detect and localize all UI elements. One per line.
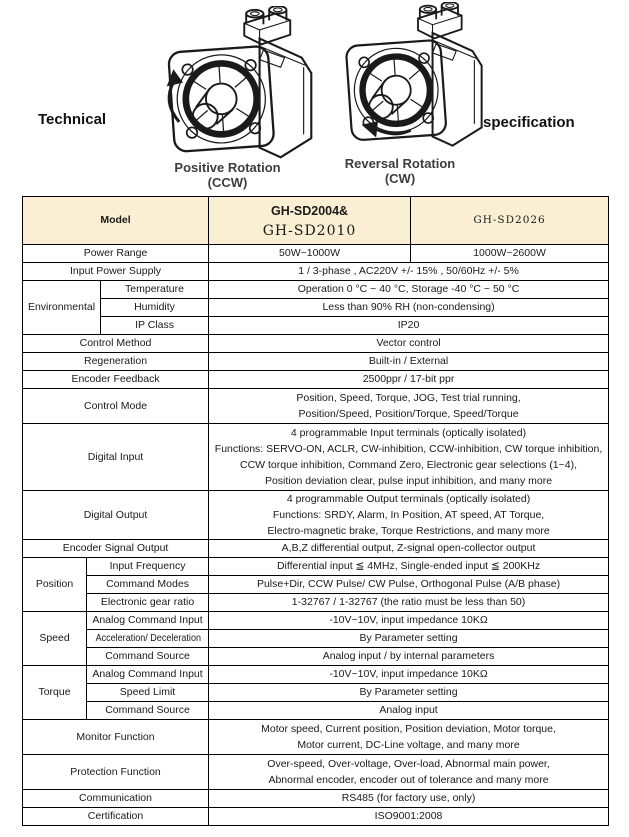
control-mode-value <box>209 389 609 424</box>
cell-line: Functions: SERVO-ON, ACLR, CW-inhibition, CCW-inhibition, CW torque inhibition, <box>214 443 603 455</box>
power-range-value-b: 1000W~2600W <box>411 245 609 263</box>
model-header-label: Model <box>23 197 209 245</box>
position-row-value: Pulse+Dir, CCW Pulse/ CW Pulse, Orthogonal Pulse (A/B phase) <box>209 576 609 594</box>
digital-input-value <box>209 424 609 491</box>
torque-row-label: Command Source <box>87 702 209 720</box>
cell-line: Abnormal encoder, encoder out of tolerance and many more <box>268 774 549 786</box>
cell-line: Position, Speed, Torque, JOG, Test trial running, <box>296 392 521 404</box>
caption-line: Reversal Rotation <box>344 156 456 171</box>
environmental-label: Environmental <box>23 281 101 335</box>
cell-line: Over-speed, Over-voltage, Over-load, Abnormal main power, <box>267 758 550 770</box>
position-group-label: Position <box>23 558 87 612</box>
encoder-feedback-label: Encoder Feedback <box>23 371 209 389</box>
protection-function-value <box>209 755 609 790</box>
power-range-value-a: 50W~1000W <box>209 245 411 263</box>
cell-line: 4 programmable Output terminals (optically isolated) <box>286 493 531 505</box>
position-row-label: Command Modes <box>87 576 209 594</box>
torque-group-label: Torque <box>23 666 87 720</box>
ip-class-value: IP20 <box>209 317 609 335</box>
speed-row-value: Analog input / by internal parameters <box>209 648 609 666</box>
control-method-label: Control Method <box>23 335 209 353</box>
motor-cw-illustration <box>338 2 488 152</box>
certification-label: Certification <box>23 808 209 826</box>
cell-line: Electro-magnetic brake, Torque Restrictions, and many more <box>267 525 550 537</box>
cell-line: Motor speed, Current position, Position deviation, Motor torque, <box>261 723 556 735</box>
speed-row-label: Analog Command Input <box>87 612 209 630</box>
power-range-label: Power Range <box>23 245 209 263</box>
speed-row-label: Acceleration/ Deceleration <box>87 630 209 648</box>
position-row-label: Electronic gear ratio <box>87 594 209 612</box>
encoder-signal-output-value: A,B,Z differential output, Z-signal open-collector output <box>209 540 609 558</box>
digital-input-label: Digital Input <box>23 424 209 491</box>
model-header-col-a <box>209 197 411 245</box>
monitor-function-value <box>209 720 609 755</box>
communication-label: Communication <box>23 790 209 808</box>
torque-row-value: By Parameter setting <box>209 684 609 702</box>
cell-line: Position deviation clear, pulse input inhibition, and many more <box>264 475 553 487</box>
certification-value: ISO9001:2008 <box>209 808 609 826</box>
cell-line: 4 programmable Input terminals (optically isolated) <box>290 427 527 439</box>
position-row-label: Input Frequency <box>87 558 209 576</box>
cell-line: Motor current, DC-Line voltage, and many more <box>297 739 520 751</box>
monitor-function-label: Monitor Function <box>23 720 209 755</box>
spec-table <box>22 196 609 826</box>
digital-output-label: Digital Output <box>23 491 209 540</box>
temperature-value: Operation 0 °C ~ 40 °C, Storage -40 °C ~ 50 °C <box>209 281 609 299</box>
encoder-feedback-value: 2500ppr / 17-bit ppr <box>209 371 609 389</box>
caption-line: Positive Rotation <box>174 160 281 175</box>
humidity-value: Less than 90% RH (non-condensing) <box>209 299 609 317</box>
technical-title: Technical <box>38 111 107 128</box>
caption-line: (CW) <box>384 170 416 186</box>
specification-title: specification <box>483 114 575 131</box>
torque-row-label: Speed Limit <box>87 684 209 702</box>
model-a-line2: GH-SD2010 <box>262 222 357 239</box>
model-a-line1: GH-SD2004& <box>270 203 349 218</box>
speed-row-label: Command Source <box>87 648 209 666</box>
encoder-signal-output-label: Encoder Signal Output <box>23 540 209 558</box>
regeneration-label: Regeneration <box>23 353 209 371</box>
cell-line: CCW torque inhibition, Command Zero, Electronic gear selections (1~4), <box>240 459 578 471</box>
cell-line: Functions: SRDY, Alarm, In Position, AT speed, AT Torque, <box>272 509 545 521</box>
humidity-label: Humidity <box>101 299 209 317</box>
torque-row-label: Analog Command Input <box>87 666 209 684</box>
speed-row-value: -10V~10V, input impedance 10KΩ <box>209 612 609 630</box>
input-power-supply-value: 1 / 3-phase , AC220V +/- 15% , 50/60Hz +/- 5% <box>209 263 609 281</box>
speed-row-value: By Parameter setting <box>209 630 609 648</box>
digital-output-value <box>209 491 609 540</box>
ip-class-label: IP Class <box>101 317 209 335</box>
model-header-col-b: GH-SD2026 <box>411 197 609 245</box>
speed-group-label: Speed <box>23 612 87 666</box>
temperature-label: Temperature <box>101 281 209 299</box>
protection-function-label: Protection Function <box>23 755 209 790</box>
caption-line: (CCW) <box>207 174 248 190</box>
regeneration-value: Built-in / External <box>209 353 609 371</box>
cell-line: Position/Speed, Position/Torque, Speed/Torque <box>298 408 519 420</box>
motor-ccw-illustration <box>160 6 318 164</box>
motor-cw-caption <box>330 157 470 186</box>
motor-ccw-caption <box>155 161 300 190</box>
position-row-value: Differential input ≦ 4MHz, Single-ended input ≦ 200KHz <box>209 558 609 576</box>
communication-value: RS485 (for factory use, only) <box>209 790 609 808</box>
position-row-value: 1-32767 / 1-32767 (the ratio must be less than 50) <box>209 594 609 612</box>
torque-row-value: -10V~10V, input impedance 10KΩ <box>209 666 609 684</box>
input-power-supply-label: Input Power Supply <box>23 263 209 281</box>
torque-row-value: Analog input <box>209 702 609 720</box>
control-method-value: Vector control <box>209 335 609 353</box>
control-mode-label: Control Mode <box>23 389 209 424</box>
